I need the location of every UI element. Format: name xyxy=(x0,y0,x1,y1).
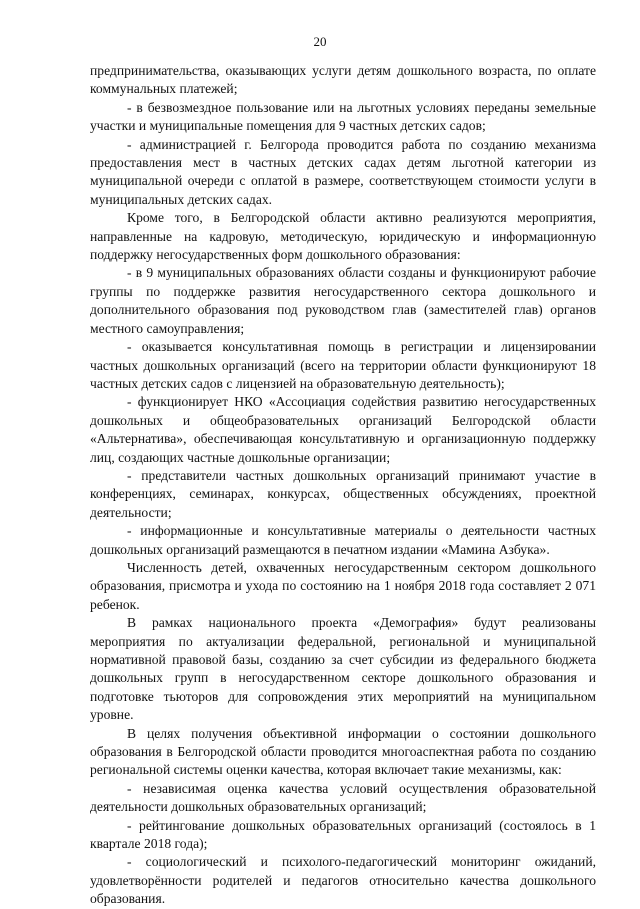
paragraph-6: - оказывается консультативная помощь в регистрации и лицензировании частных дошкольных организаций (всего на территории области функционируют 18 частных детских садов с лицензией на образовательную деятельность); xyxy=(90,339,596,391)
paragraph-13: - независимая оценка качества условий осуществления образовательной деятельности дошкольных образовательных организаций; xyxy=(90,780,596,815)
paragraph-8: - представители частных дошкольных организаций принимают участие в конференциях, семинарах, конкурсах, общественных обсуждениях, проектной деятельности; xyxy=(90,467,596,520)
paragraph-1: предпринимательства, оказывающих услуги детям дошкольного возраста, по оплате коммунальных платежей; xyxy=(90,63,596,97)
paragraph-3: - администрацией г. Белгорода проводится работа по созданию механизма предоставления мест в частных детских садах детям льготной категории из муниципальной очереди с оплатой в размере, соответствующем стоимости услуги в муниципальных детских садах. xyxy=(90,136,596,207)
paragraph-11: В рамках национального проекта «Демография» будут реализованы мероприятия по актуализации федеральной, региональной и муниципальной нормативной правовой базы, созданию за счет субсидии из федерального бюджета дошкольных групп в негосударственном секторе дошкольного образования и подготовке тьюторов для сопровождения этих мероприятий на муниципальном уровне. xyxy=(90,615,596,723)
paragraph-14: - рейтингование дошкольных образовательных организаций (состоялось в 1 квартале 2018 года); xyxy=(90,817,596,852)
paragraph-5: - в 9 муниципальных образованиях области созданы и функционируют рабочие группы по поддержке развития негосударственного сектора дошкольного и дополнительного образования под руководством глав (заместителей глав) органов местного самоуправления; xyxy=(90,265,596,336)
paragraph-15: - социологический и психолого-педагогический мониторинг ожиданий, удовлетворённости родителей и педагогов относительно качества дошкольного образования. xyxy=(90,854,596,907)
document-body xyxy=(90,62,596,909)
paragraph-2: - в безвозмездное пользование или на льготных условиях переданы земельные участки и муниципальные помещения для 9 частных детских садов; xyxy=(90,99,596,134)
paragraph-9: - информационные и консультативные материалы о деятельности частных дошкольных организаций размещаются в печатном издании «Мамина Азбука». xyxy=(90,523,596,557)
paragraph-12: В целях получения объективной информации о состоянии дошкольного образования в Белгородской области проводится многоаспектная работа по созданию региональной системы оценки качества, которая включает такие механизмы, как: xyxy=(90,725,596,778)
paragraph-10: Численность детей, охваченных негосударственным сектором дошкольного образования, присмотра и ухода по состоянию на 1 ноября 2018 года составляет 2 071 ребенок. xyxy=(90,559,596,612)
paragraph-7: - функционирует НКО «Ассоциация содействия развитию негосударственных дошкольных и общеобразовательных организаций Белгородской области «Альтернатива», обеспечивающая консультативную и организационную поддержку лиц, создающих частные дошкольные организации; xyxy=(90,394,596,465)
page-number: 20 xyxy=(313,34,327,49)
paragraph-4: Кроме того, в Белгородской области активно реализуются мероприятия, направленные на кадровую, методическую, юридическую и информационную поддержку негосударственных форм дошкольного образования: xyxy=(90,210,596,263)
